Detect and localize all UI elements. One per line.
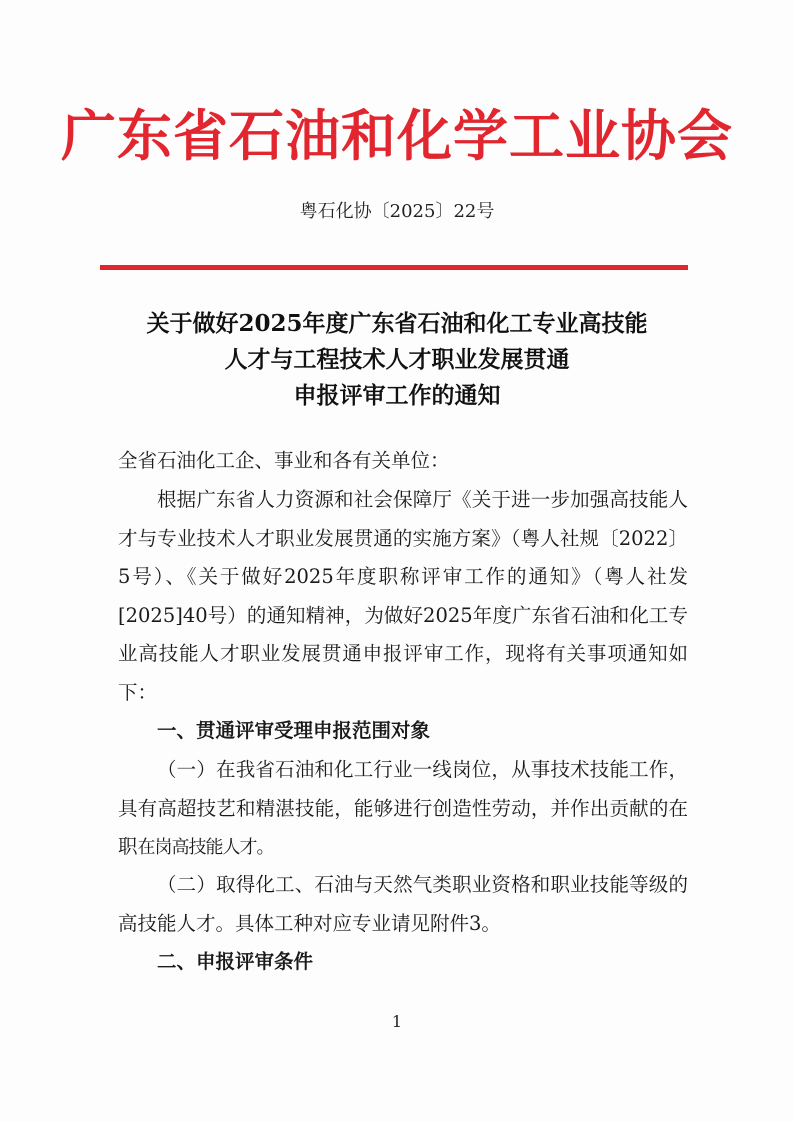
- document-number: 粤石化协〔2025〕22号: [299, 201, 495, 222]
- salutation: 全省石油化工企、事业和各有关单位：: [118, 449, 450, 472]
- paragraph-item-2: （二）取得化工、石油与天然气类职业资格和职业技能等级的高技能人才。具体工种对应专业请见附件3。: [118, 873, 688, 935]
- item-1-tail-text: 在岗高技能人才。: [137, 837, 274, 857]
- notice-title-line: 申报评审工作的通知: [293, 382, 501, 409]
- section-heading-2: 二、申报评审条件: [157, 950, 314, 973]
- red-divider-line: [100, 265, 688, 270]
- section-heading-1: 一、贯通评审受理申报范围对象: [157, 719, 431, 742]
- paragraph-intro: 根据广东省人力资源和社会保障厅《关于进一步加强高技能人才与专业技术人才职业发展贯通的实施方案》（粤人社规〔2022〕5号）、《关于做好2025年度职称评审工作的通知》（粤人社发[2025]40号）的通知精神，为做好2025年度广东省石油和化工专业高技能人才职业发展贯通申报评审工作，现将有关事项通知如下：: [118, 488, 688, 704]
- page-number: 1: [391, 1012, 403, 1031]
- notice-title-line: 人才与工程技术人才职业发展贯通: [224, 346, 570, 373]
- organization-title: 广东省石油和化学工业协会: [60, 103, 733, 168]
- notice-title-line: 关于做好2025年度广东省石油和化工专业高技能: [146, 310, 648, 337]
- item-1-main-text: （一）在我省石油和化工行业一线岗位，从事技术技能工作，具有高超技艺和精湛技能，能够进行创造性劳动，并作出贡献的在职: [118, 758, 688, 858]
- paragraph-item-1: [118, 751, 688, 867]
- notice-title: [0, 306, 794, 414]
